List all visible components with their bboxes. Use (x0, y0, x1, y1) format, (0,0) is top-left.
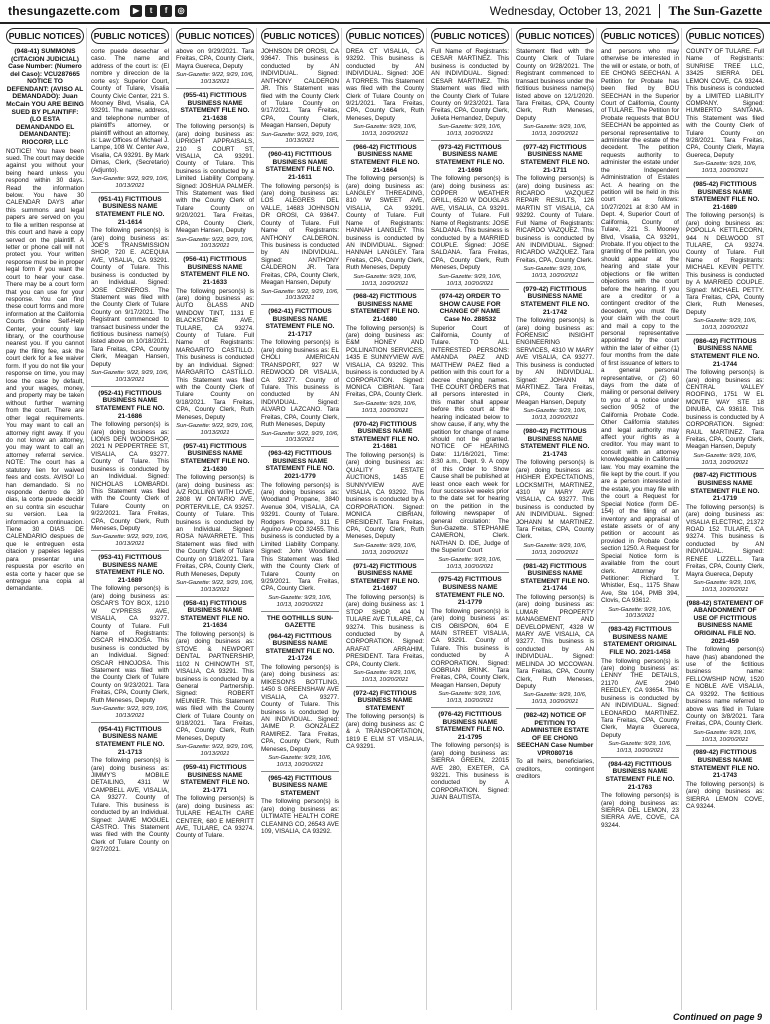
section-header: PUBLIC NOTICES (6, 28, 84, 44)
notice-body: Superior Court of California, County of Tulare. TO ALL INTERESTED PERSONS: AMANDA PAEZ AND MATTHEW PAEZ filed a petition with this court for a decree changing names. THE COURT ORDERS that all persons interested in this matter shall appear before this court at the hearing indicated below to show cause, if any, why the petition for change of name should not be granted. NOTICE OF HEARING Date: 11/16/2021, Time: 8:30 a.m., Dept. 9. A copy of this Order to Show Cause shall be published at least once each week for four successive weeks prior to the date set for hearing on the petition in the following newspaper of general circulation: The Sun-Gazette. STEPHANIE CAMERON, Clerk. NATHAN D. IDE, Judge of the Superior Court (431, 324, 509, 555)
legal-notice (176, 443, 254, 597)
notice-body: The following person(s) is (are) doing business as: QUALITY ESTATE AUCTIONS, 1435 E SUNNYVIEW AVE VISALIA, CA 93292. This business is conducted by A CORPORATION. Signed: MONICA CIBRIAN, PRESIDENT. Tara Freitas, CPA, County Clerk, Ruth Meneses, Deputy (346, 451, 424, 541)
notice-body: The following person(s) is (are) doing business as: MIKESON'S BOTTLING, 1450 S GREENSHAW AVE VISALIA, CA 93277. County of Tulare. This business is conducted by AN INDIVIDUAL. Signed: JAIME P. GONZALEZ RAMIREZ. Tara Freitas, CPA, County Clerk, Ruth Meneses, Deputy (261, 663, 339, 753)
notice-body: The following person(s) is (are) doing business as: EL CHOLI AMERICAN TRANSPORT, 927 W REDWOOD DR VISALIA, CA 93277. County of Tulare. This business is conducted by AN INDIVIDUAL. Signed: ALVARO LAZCANO. Tara Freitas, CPA, County Clerk, Ruth Meneses, Deputy (261, 339, 339, 429)
notice-publication-line: Sun-Gazette: 9/29, 10/6, 10/13, 10/20/2021 (686, 730, 764, 747)
notice-publication-line: Sun-Gazette: 9/29, 10/6, 10/13, 10/20/2021 (261, 595, 339, 612)
notice-body: The following person(s) is (are) doing business as: A/Z ROLLING WITH LOVE, 2808 W ONTARIO AVE, PORTERVILLE, CA 93257. County of Tulare. This business is conducted by an Individual. Signed: ROSA NAVARRETE. This Statement was filed with the County Clerk of Tulare County on 9/18/2021. Tara Freitas, CPA, County Clerk, Ruth Meneses, Deputy (176, 474, 254, 578)
notices-grid (4, 28, 766, 1010)
notice-column (89, 28, 172, 1010)
notice-heading: (982-42) NOTICE OF PETITION TO ADMINISTER ESTATE OF EE CHONG SEECHAN Case Number VPR080716 (516, 712, 594, 757)
legal-notice (431, 293, 509, 573)
facebook-icon[interactable]: f (160, 5, 172, 17)
notice-body: The following person(s) is (are) doing business as: LIONS DEN WOODSHOP, 2021 N PEPPERTREE ST, VISALIA, CA 93277. County of Tulare. This business is conducted by an Individual. Signed: NICHOLAS LOMBARDI. This Statement was filed with the County Clerk of Tulare County on 9/22/2021. Tara Freitas, CPA, County Clerk, Ruth Meneses, Deputy (91, 421, 169, 533)
notice-publication-line: Sun-Gazette: 9/22, 9/29, 10/6, 10/13/2021 (261, 132, 339, 149)
notice-column (599, 28, 682, 1010)
notice-publication-line: Sun-Gazette: 9/29, 10/6, 10/13, 10/20/2021 (431, 557, 509, 574)
section-header: PUBLIC NOTICES (431, 28, 509, 44)
legal-notice (516, 563, 594, 709)
legal-notice (601, 761, 679, 829)
section-header: PUBLIC NOTICES (686, 28, 764, 44)
notice-heading: (988-42) STATEMENT OF ABANDONMENT OF USE OF FICTITIOUS BUSINESS NAME ORIGINAL FILE NO. 2021-459 (686, 599, 764, 645)
notice-publication-line: Sun-Gazette: 9/22, 9/29, 10/6, 10/13/2021 (176, 72, 254, 89)
notice-publication-line: Sun-Gazette: 9/22, 9/29, 10/6, 10/13/2021 (261, 431, 339, 448)
notice-column (174, 28, 257, 1010)
notice-heading: (972-42) FICTITIOUS BUSINESS NAME STATEMENT (353, 689, 417, 712)
legal-notice (516, 428, 594, 560)
notice-publication-line: Sun-Gazette: 9/29, 10/6, 10/13, 10/20/2021 (346, 401, 424, 418)
notice-publication-line: Sun-Gazette: 9/22, 9/29, 10/6, 10/13/2021 (176, 580, 254, 597)
notice-body: The following person(s) is (are) doing business as: COPPER WEATHER GRILL, 6520 W DOUGLAS AVE, VISALIA, CA 93291. County of Tulare. Full Name of Registrants: JOSE SALDANA. This business is conducted by a MARRIED COUPLE. Signed: JOSE SALDANA. Tara Freitas, CPA, County Clerk, Ruth Meneses, Deputy (431, 175, 509, 272)
notice-publication-line: Sun-Gazette: 9/22, 9/29, 10/6, 10/13/2021 (176, 744, 254, 761)
notice-heading: (979-42) FICTITIOUS BUSINESS NAME STATEMENT FILE NO. 21-1742 (520, 285, 590, 316)
notice-heading: (984-42) FICTITIOUS BUSINESS NAME STATEMENT FILE NO. 21-1763 (605, 760, 675, 791)
notice-heading: (955-41) FICTITIOUS BUSINESS NAME STATEMENT FILE NO. 21-1638 (180, 91, 250, 122)
section-header: PUBLIC NOTICES (346, 28, 424, 44)
notice-heading: (976-42) FICTITIOUS BUSINESS NAME STATEMENT FILE NO. 21-1795 (435, 710, 505, 741)
legal-notice (516, 48, 594, 141)
notice-heading: (973-42) FICTITIOUS BUSINESS NAME STATEMENT FILE NO. 21-1698 (435, 143, 505, 174)
notice-column (259, 28, 342, 1010)
instagram-icon[interactable]: ◎ (175, 5, 187, 17)
notice-publication-line: Sun-Gazette: 9/29, 10/6, 10/13, 10/20/2021 (346, 670, 424, 687)
legal-notice (516, 144, 594, 283)
legal-notice (346, 421, 424, 560)
legal-notice (431, 711, 509, 802)
notice-heading: (953-41) FICTITIOUS BUSINESS NAME STATEMENT FILE NO. 21-1689 (95, 554, 165, 584)
notice-heading: THE GOTHILLS SUN-GAZETTE (266, 614, 334, 630)
notice-body: The following person(s) is (are) doing business as: SIERRA LEMON COVE, CA 93244. (686, 780, 764, 810)
notice-heading: (977-42) FICTITIOUS BUSINESS NAME STATEMENT FILE NO. 21-1711 (520, 143, 590, 174)
notice-body: The following person(s) is (are) doing business as: LOS ALEGRES DEL VALLE, 14683 JOHNSON DR OROSI, CA 93647. County of Tulare. Full Name of Registrants: ANTHONY CALDERON. This business is conducted by AN INDIVIDUAL. Signed: ANTHONY CALDERON JR. Tara Freitas, CPA, County Clerk, Meagan Hansen, Deputy (261, 182, 339, 287)
legal-notice (686, 749, 764, 810)
notice-body: COUNTY OF TULARE. Full Name of Registrants: SUNRISE TREE LLC, 33425 SIERRA DEL LEMON COVE, CA 93244. This business is conducted by a LIMITED LIABILITY COMPANY. Signed: HUMBERTO SANTANA. This Statement was filed with the County Clerk of Tulare County on 9/28/2021. Tara Freitas, CPA, County Clerk, Mayra Guereca, Deputy (686, 48, 764, 159)
notice-publication-line: Sun-Gazette: 9/22, 9/29, 10/6, 10/13/2021 (261, 289, 339, 306)
legal-notice (91, 390, 169, 551)
notice-body: The following person(s) is (are) doing business as: C & A TRANSPORTATION, 1819 E ELM ST VISALIA, CA 93291. (346, 713, 424, 751)
notice-heading: (963-42) FICTITIOUS BUSINESS NAME STATEMENT FILE NO. 2021-1779 (265, 450, 335, 480)
site-url[interactable]: thesungazette.com (8, 4, 121, 18)
notice-publication-line: Sun-Gazette: 9/29, 10/6, 10/13, 10/20/2021 (516, 266, 594, 283)
notice-heading: (966-42) FICTITIOUS BUSINESS NAME STATEMENT FILE NO. 21-1664 (350, 143, 420, 174)
legal-notice (261, 450, 339, 611)
notice-publication-line: Sun-Gazette: 9/22, 9/29, 10/6, 10/13/2021 (91, 534, 169, 551)
notice-body: The following person(s) is (are) doing business as: UPRIGHT APPRAISALS, 210 S COURT ST, VISALIA, CA 93291. County of Tulare. This business is conducted by a Limited Liability Company. Signed: JOSHUA PALMER. This Statement was filed with the County Clerk of Tulare County on 9/20/2021. Tara Freitas, CPA, County Clerk, Meagan Hansen, Deputy (176, 123, 254, 235)
legal-notice (601, 626, 679, 758)
notice-heading: (952-41) FICTITIOUS BUSINESS NAME STATEMENT FILE NO. 21-1686 (95, 389, 165, 420)
notice-body: The following person(s) is (are) doing business as: SIERRA DEL LEMON, 23 SIERRA AVE, COVE, CA 93244. (601, 792, 679, 829)
notice-body: The following person(s) is (are) doing business as: LANGLEY THREADING, 810 W SWEET AVE, VISALIA, CA 93291. County of Tulare. Full Name of Registrants: HANNAH LANGLEY. This business is conducted by AN INDIVIDUAL. Signed: HANNAH LANGLEY. Tara Freitas, CPA, County Clerk, Ruth Meneses, Deputy (346, 175, 424, 272)
notice-column (684, 28, 766, 1010)
legal-notice (91, 726, 169, 854)
notice-heading: (959-41) FICTITIOUS BUSINESS NAME STATEMENT FILE NO. 21-1771 (180, 763, 250, 794)
notice-publication-line: Sun-Gazette: 9/29, 10/6, 10/13, 10/20/2021 (261, 755, 339, 772)
notice-publication-line: Sun-Gazette: 9/29, 10/6, 10/13, 10/20/2021 (346, 543, 424, 560)
legal-notice (6, 48, 84, 593)
legal-notice (261, 48, 339, 148)
notice-heading: (981-42) FICTITIOUS BUSINESS NAME STATEMENT FILE NO. 21-1744 (520, 562, 590, 593)
legal-notice (176, 764, 254, 840)
legal-notice (176, 600, 254, 761)
legal-notice (176, 48, 254, 89)
legal-notice (346, 144, 424, 290)
legal-notice (431, 576, 509, 708)
notice-publication-line: Sun-Gazette: 9/29, 10/6, 10/13, 10/20/2021 (431, 274, 509, 291)
legal-notice (431, 48, 509, 141)
legal-notice (261, 615, 339, 630)
legal-notice (261, 151, 339, 305)
section-header: PUBLIC NOTICES (516, 28, 594, 44)
legal-notice (516, 712, 594, 781)
notice-heading: (985-42) FICTITIOUS BUSINESS NAME STATEMENT FILE NO. 21-1689 (690, 180, 760, 211)
section-header: PUBLIC NOTICES (176, 28, 254, 44)
notice-heading: (987-42) FICTITIOUS BUSINESS NAME STATEMENT FILE NO. 21-1719 (690, 472, 760, 503)
notice-publication-line: Sun-Gazette: 9/29, 10/6, 10/13, 10/20/2021 (431, 124, 509, 141)
legal-notice (346, 563, 424, 687)
notice-publication-line: Sun-Gazette: 9/29, 10/6, 10/13, 10/20/2021 (516, 408, 594, 425)
notice-body: The following person(s) is (are) doing business as: RICARDO VAZQUEZ REPAIR RESULTS, 126 MARTIN ST VISALIA, CA 93292. County of Tulare. Full Name of Registrants: RICARDO VAZQUEZ. This business is conducted by AN INDIVIDUAL. Signed: RICARDO VAZQUEZ. Tara Freitas, CPA, County Clerk. (516, 175, 594, 264)
legal-notice (686, 48, 764, 178)
notice-heading: (964-42) FICTITIOUS BUSINESS NAME STATEMENT FILE NO. 21-1724 (265, 632, 335, 663)
legal-notice (346, 690, 424, 751)
notice-body: To all heirs, beneficiaries, creditors, contingent creditors (516, 758, 594, 781)
legal-notice (261, 633, 339, 772)
notice-body: above on 9/29/2021. Tara Freitas, CPA, County Clerk, Mayra Guereca, Deputy (176, 48, 254, 70)
notice-column (429, 28, 512, 1010)
legal-notice (686, 600, 764, 747)
notice-publication-line: Sun-Gazette: 9/29, 10/6, 10/13, 10/20/2021 (686, 580, 764, 597)
masthead (0, 0, 770, 24)
notice-heading: (983-42) FICTITIOUS BUSINESS NAME STATEMENT ORIGINAL FILE NO. 2021-1458 (603, 626, 677, 657)
notice-body: The following person(s) is (are) doing business as: SIERRA GREEN, 22015 AVE 280, EXETER, CA 93221. This business is conducted by A CORPORATION. Signed: JUAN BAUTISTA. (431, 742, 509, 802)
notice-heading: (948-41) SUMMONS (CITACION JUDICIAL) Case Number: (Numero del Caso): VCU287665 NOTICE TO DEFENDANT: (AVISO AL DEMANDADO): Juan McCain YOU ARE BEING SUED BY PLAINTIFF: (LO ESTA DEMANDANDO EL DEMANDANTE): RIOCORP, LLC (6, 48, 84, 146)
legal-notice (686, 338, 764, 470)
notice-heading: (968-42) FICTITIOUS BUSINESS NAME STATEMENT FILE NO. 21-1680 (350, 293, 420, 324)
notice-publication-line: Sun-Gazette: 9/22, 9/29, 10/6, 10/13/2021 (91, 370, 169, 387)
notice-body: The following person(s) is (are) doing business as: CENTRAL VALLEY ROOFING, 1751 W EL MONTE WAY STE 18 DINUBA, CA 93618. This business is conducted by A CORPORATION. Signed: RAUL MARTINEZ. Tara Freitas, CPA, County Clerk, Meagan Hansen, Deputy (686, 369, 764, 451)
notice-heading: (986-42) FICTITIOUS BUSINESS NAME STATEMENT FILE NO. 21-1744 (690, 337, 760, 368)
issue-date: Wednesday, October 13, 2021 (489, 4, 652, 18)
notice-publication-line: Sun-Gazette: 9/29, 10/6, 10/13, 10/20/2021 (346, 124, 424, 141)
notice-heading: (958-41) FICTITIOUS BUSINESS NAME STATEMENT FILE NO. 21-1634 (180, 599, 250, 630)
notice-heading: (957-41) FICTITIOUS BUSINESS NAME STATEMENT FILE NO. 21-1630 (180, 442, 250, 473)
notice-publication-line: Sun-Gazette: 9/22, 9/29, 10/6, 10/13/2021 (176, 237, 254, 254)
notice-publication-line: Sun-Gazette: 9/29, 10/6, 10/13, 10/20/2021 (516, 124, 594, 141)
notice-body: The following person(s) is (are) doing business as: VISALIA ELECTRIC, 21372 ROAD 152 TULARE, CA 93274. This business is conducted by AN INDIVIDUAL. Signed: RENEE LIZZELL. Tara Freitas, CPA, County Clerk, Mayra Guereca, Deputy (686, 503, 764, 578)
notice-column (514, 28, 597, 1010)
notice-heading: (951-41) FICTITIOUS BUSINESS NAME STATEMENT FILE NO. 21-1614 (95, 195, 165, 226)
legal-notice (686, 472, 764, 596)
notice-body: Full Name of Registrants: CESAR MARTINEZ. This business is conducted by AN INDIVIDUAL. Signed: CESAR MARTINEZ. This Statement was filed with the County Clerk of Tulare County on 9/23/2021. Tara Freitas, CPA, County Clerk, Julieta Hernandez, Deputy (431, 48, 509, 122)
notice-body: The following person(s) is (are) doing business as: LENNY THE DETAILS, 21170 AVE 2940 REEDLEY, CA 93654. This business is conducted by AN INDIVIDUAL. Signed: LEONARDO MARTINEZ. Tara Freitas, CPA, County Clerk, Mayra Guereca, Deputy (601, 657, 679, 739)
legal-notice (431, 144, 509, 290)
legal-notice (601, 48, 679, 623)
notice-heading: (975-42) FICTITIOUS BUSINESS NAME STATEMENT FILE NO. 21-1779 (435, 576, 505, 607)
legal-notice (91, 48, 169, 193)
section-header: PUBLIC NOTICES (91, 28, 169, 44)
notice-body: The following person(s) is (are) doing business as: STOVE & NEWPORT DENTAL PARTNERSHIP, 1102 N CHINOWTH ST, VISALIA, CA 93291. This business is conducted by a General Partnership. Signed: ROBERT MEUNIER. This Statement was filed with the County Clerk of Tulare County on 9/18/2021. Tara Freitas, CPA, County Clerk, Ruth Meneses, Deputy (176, 630, 254, 742)
twitter-icon[interactable]: t (145, 5, 157, 17)
notice-body: corte puede desechar el caso. The name and address of the court is: (El nombre y direccion de la corte es): Superior Court, County of Tulare, Visalia County Civic Center, 221 S. Mooney Blvd, Visalia, CA 93291. The name, address, and telephone number of plaintiff's attorney, or plaintiff without an attorney, is: Law Offices of Michael J. Lampe, 108 W. Center Ave, Visalia, CA 93291. By Mark Dimas, Clerk, (Secretario) (Adjunto). (91, 48, 169, 174)
notice-body: The following person(s) is (are) doing business as: OSCAR'S TOY BOX, 1210 W CYPRESS AVE, VISALIA, CA 93277. County of Tulare. Full Name of Registrants: OSCAR HINOJOSA. This business is conducted by an Individual. Signed: OSCAR HINOJOSA. This Statement was filed with the County Clerk of Tulare County on 9/23/2021. Tara Freitas, CPA, County Clerk, Ruth Meneses, Deputy (91, 585, 169, 704)
notice-body: NOTICE! You have been sued. The court may decide against you without your being heard unless you respond within 30 days. Read the information below. You have 30 CALENDAR DAYS after this summons and legal papers are served on you to file a written response at this court and have a copy served on the plaintiff. A letter or phone call will not protect you. Your written response must be in proper legal form if you want the court to hear your case. There may be a court form that you can use for your response. You can find these court forms and more information at the California Courts Online Self-Help Center, your county law library, or the courthouse nearest you. If you cannot pay the filing fee, ask the court clerk for a fee waiver form. If you do not file your response on time, you may lose the case by default, and your wages, money, and property may be taken without further warning from the court. There are other legal requirements. You may want to call an attorney right away. If you do not know an attorney, you may want to call an attorney referral service. NOTE: The court has a statutory lien for waived fees and costs. AVISO! Lo han demandado. Si no responde dentro de 30 dias, la corte puede decidir en su contra sin escuchar su version. Lea la informacion a continuacion. Tiene 30 DIAS DE CALENDARIO despues de que le entreguen esta citacion y papeles legales para presentar una respuesta por escrito en esta corte y hacer que se entregue una copia al demandante. (6, 147, 84, 593)
notice-column (344, 28, 427, 1010)
notice-heading: (980-42) FICTITIOUS BUSINESS NAME STATEMENT FILE NO. 21-1743 (520, 427, 590, 458)
notice-publication-line: Sun-Gazette: 9/22, 9/29, 10/6, 10/13/2021 (91, 176, 169, 193)
notice-body: The following person(s) is (are) doing business as: E&M HONEY AND POLLINATION SERVICES, 1435 E SUNNYVIEW AVE VISALIA, CA 93292. This business is conducted by A CORPORATION. Signed: MONICA CIBRIAN. Tara Freitas, CPA, County Clerk. (346, 324, 424, 399)
notice-heading: (989-42) FICTITIOUS BUSINESS NAME STATEMENT FILE NO. 21-1743 (690, 749, 760, 780)
notice-body: JOHNSON DR OROSI, CA 93647. This business is conducted by AN INDIVIDUAL. Signed: ANTHONY CALDERON JR. This Statement was filed with the County Clerk of Tulare County on 9/17/2021. Tara Freitas, CPA, County Clerk, Meagan Hansen, Deputy (261, 48, 339, 130)
notice-heading: (974-42) ORDER TO SHOW CAUSE FOR CHANGE OF NAME Case No. 288532 (439, 293, 501, 324)
notice-body: The following person(s) have (has) abandoned the use of the fictitious business name: FELLOWSHIP NOW, 1520 E NOBLE AVE VISALIA, CA 93292. The fictitious business name referred to above was filed in Tulare County on 3/8/2021. Tara Freitas, CPA, County Clerk. (686, 646, 764, 728)
notice-body: and persons who may otherwise be interested in the will or estate, or both, of EE CHONG SEECHAN. A Petition for Probate has been filed by BOU SEECHAN in the Superior Court of California, County of TULARE. The Petition for Probate requests that BOU SEECHAN be appointed as personal representative to administer the estate of the decedent. The petition requests authority to administer the estate under the Independent Administration of Estates Act. A hearing on the petition will be held in this court as follows: 10/27/2021 at 8:30 AM in Dept. 4, Superior Court of California, County of Tulare, 221 S. Mooney Blvd, Visalia, CA 93291, Probate. If you object to the granting of the petition, you should appear at the hearing and state your objections or file written objections with the court before the hearing. If you are a creditor or a contingent creditor of the decedent, you must file your claim with the court and mail a copy to the personal representative appointed by the court within the later of either (1) four months from the date of first issuance of letters to a general personal representative, or (2) 60 days from the date of mailing or personal delivery to you of a notice under section 9052 of the California Probate Code. Other California statutes and legal authority may affect your rights as a creditor. You may want to consult with an attorney knowledgeable in California law. You may examine the file kept by the court. If you are a person interested in the estate, you may file with the court a Request for Special Notice (form DE-154) of the filing of an inventory and appraisal of estate assets or of any petition or account as provided in Probate Code section 1250. A Request for Special Notice form is available from the court clerk. Attorney for Petitioner: Richard T. Whistler, Esq., 1175 Shaw Ave, Ste 104, PMB 394, Clovis, CA 93612. (601, 48, 679, 605)
notice-heading: (970-42) FICTITIOUS BUSINESS NAME STATEMENT FILE NO. 21-1681 (350, 420, 420, 451)
notice-body: The following person(s) is (are) doing business as: Woodland Propane, 3840 Avenue 304, VISALIA, CA 93291. County of Tulare. Rodgers Propane, 311 E Aguino Ave CO 32455. This business is conducted by a Limited Liability Company. Signed: John Woodland. This Statement was filed with the County Clerk of Tulare County on 9/29/2021. Tara Freitas, CPA, County Clerk. (261, 481, 339, 593)
notice-publication-line: Sun-Gazette: 9/29, 10/6, 10/13, 10/20/2021 (686, 453, 764, 470)
notice-publication-line: Sun-Gazette: 9/22, 9/29, 10/6, 10/13/2021 (91, 706, 169, 723)
notice-body: The following person(s) is (are) doing business as: ULTIMATE HEALTH CORE CLEANING CO, 26543 AVE 109, VISALIA, CA 93292. (261, 798, 339, 836)
notice-body: The following person(s) is (are) doing business as: JIMMY'S MOBILE DETAILING, 4311 W CAMPBELL AVE, VISALIA, CA 93277. County of Tulare. This business is conducted by an Individual. Signed: JAIME MOGUEL CASTRO. This Statement was filed with the County Clerk of Tulare County on 9/27/2021. (91, 757, 169, 854)
notice-body: The following person(s) is (are) doing business as: TULARE HEALTH CARE CENTER, 680 E MERRITT AVE, TULARE, CA 93274. County of Tulare. (176, 795, 254, 840)
notice-publication-line: Sun-Gazette: 9/29, 10/6, 10/13, 10/20/2021 (516, 543, 594, 560)
notice-body: Statement filed with the County Clerk of Tulare County on 9/28/2021. The Registrant commenced to transact business under the fictitious business name(s) listed above on 12/1/2020. Tara Freitas, CPA, County Clerk, Ruth Meneses, Deputy (516, 48, 594, 122)
notice-body: The following person(s) is (are) doing business as: LUMAR PROPERTY MANAGEMENT AND DEVELOPMENT, 4328 W MARY AVE VISALIA, CA 93277. This business is conducted by AN INDIVIDUAL. Signed: MELINDA JO MCCOWAN. Tara Freitas, CPA, County Clerk, Ruth Meneses, Deputy (516, 593, 594, 690)
notice-column (4, 28, 87, 1010)
paper-name: The Sun-Gazette (668, 3, 762, 18)
notice-body: The following person(s) is (are) doing business as: JOE'S TRANSMISSION SHOP, 720 E. ACEQUIA AVE, VISALIA, CA 93291. County of Tulare. This business is conducted by an Individual. Signed: JOSE CISNEROS. The Statement was filed with the County Clerk of Tulare County on 9/17/2021. The Registrant commenced to transact business under the fictitious business name(s) listed above on 10/18/2021. Tara Freitas, CPA, County Clerk, Meagan Hansen, Deputy (91, 227, 169, 368)
legal-notice (261, 775, 339, 836)
youtube-icon[interactable]: ▶ (130, 5, 142, 17)
legal-notice (261, 308, 339, 447)
legal-notice (91, 196, 169, 387)
notice-heading: (956-41) FICTITIOUS BUSINESS NAME STATEMENT FILE NO. 21-1633 (180, 256, 250, 286)
section-header: PUBLIC NOTICES (601, 28, 679, 44)
notice-publication-line: Sun-Gazette: 9/29, 10/6, 10/13, 10/20/2021 (686, 161, 764, 178)
notice-heading: (954-41) FICTITIOUS BUSINESS NAME STATEMENT FILE NO. 21-1713 (95, 725, 165, 756)
notice-body: DREA CT VISALIA, CA 93292. This business is conducted by AN INDIVIDUAL. Signed: JOE A TORRES. This Statement was filed with the County Clerk of Tulare County on 9/21/2021. Tara Freitas, CPA, County Clerk, Ruth Meneses, Deputy (346, 48, 424, 122)
notice-body: The following person(s) is (are) doing business as: CIS OBISPON, 604 E MAIN STREET VISALIA, CA 93291. County of Tulare. This business is conducted by A CORPORATION. Signed: GOBRIAN BRINK. Tara Freitas, CPA, County Clerk, Meagan Hansen, Deputy (431, 607, 509, 689)
notice-heading: (965-42) FICTITIOUS BUSINESS NAME STATEMENT (268, 774, 332, 797)
notice-heading: (962-41) FICTITIOUS BUSINESS NAME STATEMENT FILE NO. 21-1717 (265, 308, 335, 338)
masthead-divider (659, 4, 660, 18)
notice-publication-line: Sun-Gazette: 9/29, 10/6, 10/13/2021 (601, 607, 679, 624)
notice-publication-line: Sun-Gazette: 9/29, 10/6, 10/13, 10/20/2021 (601, 741, 679, 758)
notice-body: The following person(s) is (are) doing business as: POPOLLA KETTLECORN, 944 N DELWOOD ST TULARE, CA 93274. County of Tulare. Full Name of Registrants: MICHAEL KEVIN PETTY. This business is conducted by A MARRIED COUPLE. Signed: MICHAEL PETTY. Tara Freitas, CPA, County Clerk, Ruth Meneses, Deputy (686, 212, 764, 316)
notice-publication-line: Sun-Gazette: 9/29, 10/6, 10/13, 10/20/2021 (431, 691, 509, 708)
legal-notice (176, 256, 254, 440)
notice-publication-line: Sun-Gazette: 9/29, 10/6, 10/13, 10/20/2021 (346, 274, 424, 291)
social-links (130, 5, 187, 17)
notice-publication-line: Sun-Gazette: 9/29, 10/6, 10/13, 10/20/2021 (516, 692, 594, 709)
notice-body: The following person(s) is (are) doing business as: FORENSIC INSIGHT ENGINEERING SERVICES, 4310 W MARY AVE VISALIA, CA 93277. This business is conducted by AN INDIVIDUAL. Signed: JOHANN M MARTINEZ. Tara Freitas, CPA, County Clerk, Meagan Hansen, Deputy (516, 317, 594, 406)
notice-heading: (971-42) FICTITIOUS BUSINESS NAME STATEMENT FILE NO. 21-1697 (350, 562, 420, 593)
section-header: PUBLIC NOTICES (261, 28, 339, 44)
legal-notice (346, 48, 424, 141)
notice-body: The following person(s) is (are) doing business as: 1 STOP SHOP, 404 N TULARE AVE TULARE, CA 93274. This business is conducted by A CORPORATION. Signed: ARAFAT ARRAHIM, PRESIDENT. Tara Freitas, CPA, County Clerk. (346, 593, 424, 668)
continued-note: Continued on page 9 (673, 1012, 762, 1022)
legal-notice (686, 181, 764, 335)
notice-publication-line: Sun-Gazette: 9/29, 10/6, 10/13, 10/20/2021 (686, 318, 764, 335)
legal-notice (91, 554, 169, 723)
notice-body: The following person(s) is (are) doing business as: HIGHER EXPECTATIONS, LOCKSMITH, MARTINEZ, 4310 W MARY AVE VISALIA, CA 93277. This business is conducted by AN INDIVIDUAL. Signed: JOHANN M MARTINEZ. Tara Freitas, CPA, County Clerk. (516, 459, 594, 541)
legal-notice (176, 92, 254, 253)
legal-notice (516, 286, 594, 425)
notice-body: The following person(s) is (are) doing business as: AUTO GLASS AND WINDOW TINT, 1131 E BLACKSTONE AVE, TULARE, CA 93274. County of Tulare. Full Name of Registrants: MARGARITO CASTILLO. This business is conducted by an Individual. Signed: MARGARITO CASTILLO. This Statement was filed with the County Clerk of Tulare County on 9/18/2021. Tara Freitas, CPA, County Clerk, Ruth Meneses, Deputy (176, 287, 254, 421)
legal-notice (346, 293, 424, 417)
notice-heading: (960-41) FICTITIOUS BUSINESS NAME STATEMENT FILE NO. 21-1611 (265, 151, 335, 182)
notice-publication-line: Sun-Gazette: 9/22, 9/29, 10/6, 10/13/2021 (176, 423, 254, 440)
